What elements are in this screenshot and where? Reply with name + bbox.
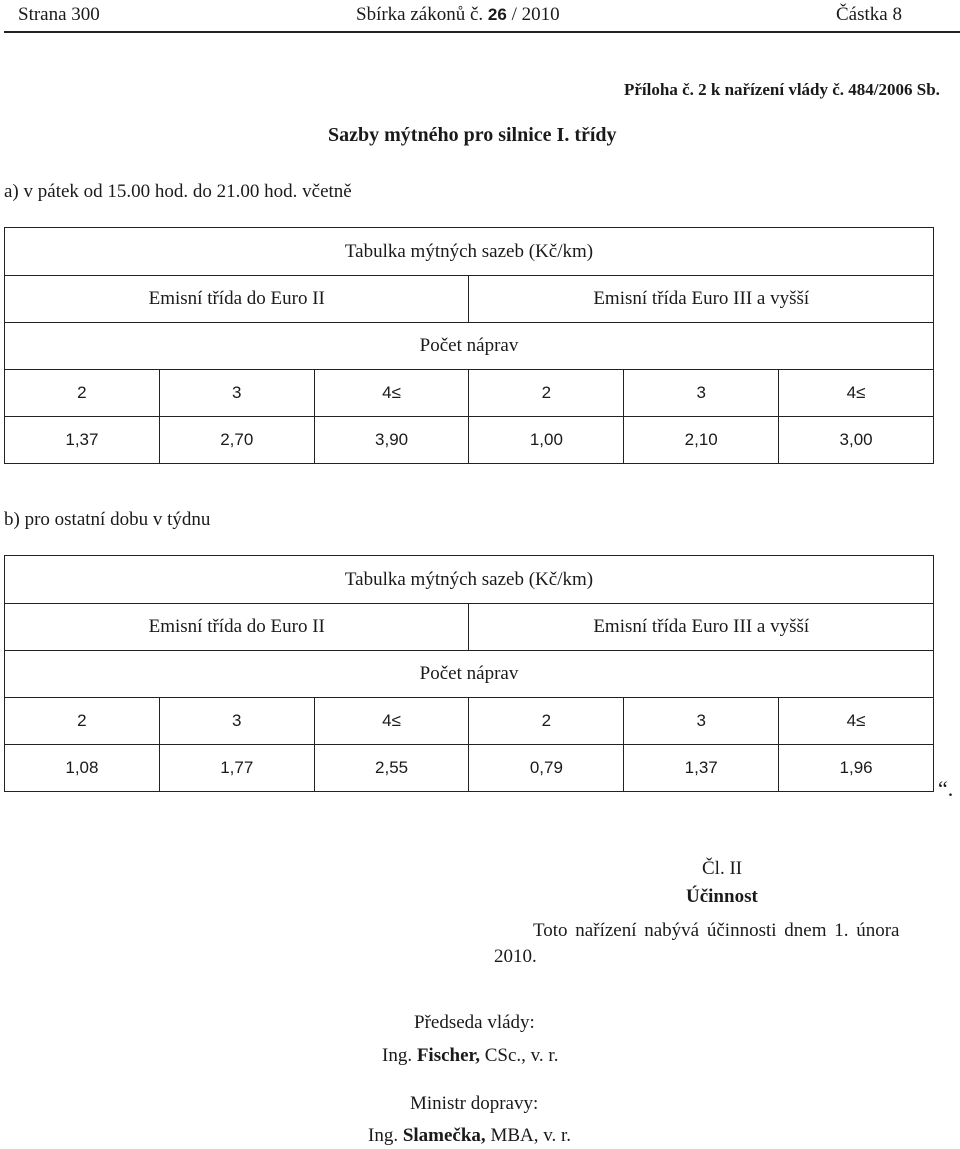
table-b-rate-cell: 1,37 bbox=[624, 745, 779, 792]
minister-name: Slamečka, bbox=[402, 1125, 486, 1146]
table-b-rate-cell: 1,96 bbox=[779, 745, 934, 792]
pm-prefix: Ing. bbox=[382, 1045, 413, 1066]
issue-number: 26 bbox=[487, 5, 507, 24]
table-a-axles-label: Počet náprav bbox=[5, 323, 934, 370]
table-b-axle-cell: 3 bbox=[624, 698, 779, 745]
table-a-axle-cell: 4≤ bbox=[779, 370, 934, 417]
article-text-line2: 2010. bbox=[494, 946, 537, 967]
article-title: Účinnost bbox=[686, 886, 758, 907]
table-a-axle-cell: 3 bbox=[159, 370, 314, 417]
table-b-rates-row bbox=[5, 745, 934, 792]
table-a-group-right: Emisní třída Euro III a vyšší bbox=[469, 276, 934, 323]
table-b-rate-cell: 2,55 bbox=[314, 745, 469, 792]
header-rule bbox=[4, 31, 960, 33]
table-a-rate-cell: 2,10 bbox=[624, 417, 779, 464]
page-number: Strana 300 bbox=[18, 4, 100, 25]
table-b-axle-cell: 3 bbox=[159, 698, 314, 745]
table-b-axles-row bbox=[5, 698, 934, 745]
table-a-rate-cell: 1,37 bbox=[5, 417, 160, 464]
annex-reference: Příloha č. 2 k nařízení vlády č. 484/2006 Sb. bbox=[624, 80, 940, 99]
article-number: Čl. II bbox=[702, 858, 743, 879]
pm-name: Fischer, bbox=[416, 1045, 480, 1066]
table-a-axle-cell: 2 bbox=[469, 370, 624, 417]
table-a-axle-cell: 3 bbox=[624, 370, 779, 417]
table-b-group-right: Emisní třída Euro III a vyšší bbox=[469, 604, 934, 651]
table-b-axle-cell: 2 bbox=[5, 698, 160, 745]
table-b-axle-cell: 2 bbox=[469, 698, 624, 745]
table-b-rate-cell: 1,77 bbox=[159, 745, 314, 792]
collection-prefix: Sbírka zákonů č. bbox=[356, 4, 484, 25]
table-a-rate-cell: 3,00 bbox=[779, 417, 934, 464]
table-a-group-left: Emisní třída do Euro II bbox=[5, 276, 469, 323]
pm-signature bbox=[382, 1045, 558, 1067]
table-a-axle-cell: 4≤ bbox=[314, 370, 469, 417]
table-b-axle-cell: 4≤ bbox=[314, 698, 469, 745]
table-b-axles-label: Počet náprav bbox=[5, 651, 934, 698]
closing-quote: “. bbox=[938, 776, 954, 801]
article-text-line1: Toto nařízení nabývá účinnosti dnem 1. února bbox=[533, 920, 900, 941]
minister-suffix: MBA, v. r. bbox=[490, 1125, 572, 1146]
table-b-title: Tabulka mýtných sazeb (Kč/km) bbox=[5, 556, 934, 604]
pm-role: Předseda vlády: bbox=[414, 1012, 535, 1033]
part-number: Částka 8 bbox=[836, 4, 902, 25]
table-b-rate-cell: 0,79 bbox=[469, 745, 624, 792]
table-b-group-left: Emisní třída do Euro II bbox=[5, 604, 469, 651]
rate-table-b bbox=[4, 555, 934, 792]
section-b-heading: b) pro ostatní dobu v týdnu bbox=[4, 509, 211, 530]
minister-signature bbox=[368, 1125, 571, 1147]
pm-suffix: CSc., v. r. bbox=[484, 1045, 559, 1066]
table-a-rate-cell: 3,90 bbox=[314, 417, 469, 464]
table-a-rate-cell: 1,00 bbox=[469, 417, 624, 464]
minister-role: Ministr dopravy: bbox=[410, 1093, 539, 1114]
table-a-axles-row bbox=[5, 370, 934, 417]
table-a-axle-cell: 2 bbox=[5, 370, 160, 417]
table-a-rates-row bbox=[5, 417, 934, 464]
collection-title bbox=[356, 4, 560, 26]
document-title: Sazby mýtného pro silnice I. třídy bbox=[328, 124, 617, 146]
issue-year: / 2010 bbox=[511, 4, 560, 25]
minister-prefix: Ing. bbox=[368, 1125, 399, 1146]
table-a-rate-cell: 2,70 bbox=[159, 417, 314, 464]
table-a-title: Tabulka mýtných sazeb (Kč/km) bbox=[5, 228, 934, 276]
section-a-heading: a) v pátek od 15.00 hod. do 21.00 hod. včetně bbox=[4, 181, 352, 202]
table-b-axle-cell: 4≤ bbox=[779, 698, 934, 745]
rate-table-a bbox=[4, 227, 934, 464]
table-b-rate-cell: 1,08 bbox=[5, 745, 160, 792]
